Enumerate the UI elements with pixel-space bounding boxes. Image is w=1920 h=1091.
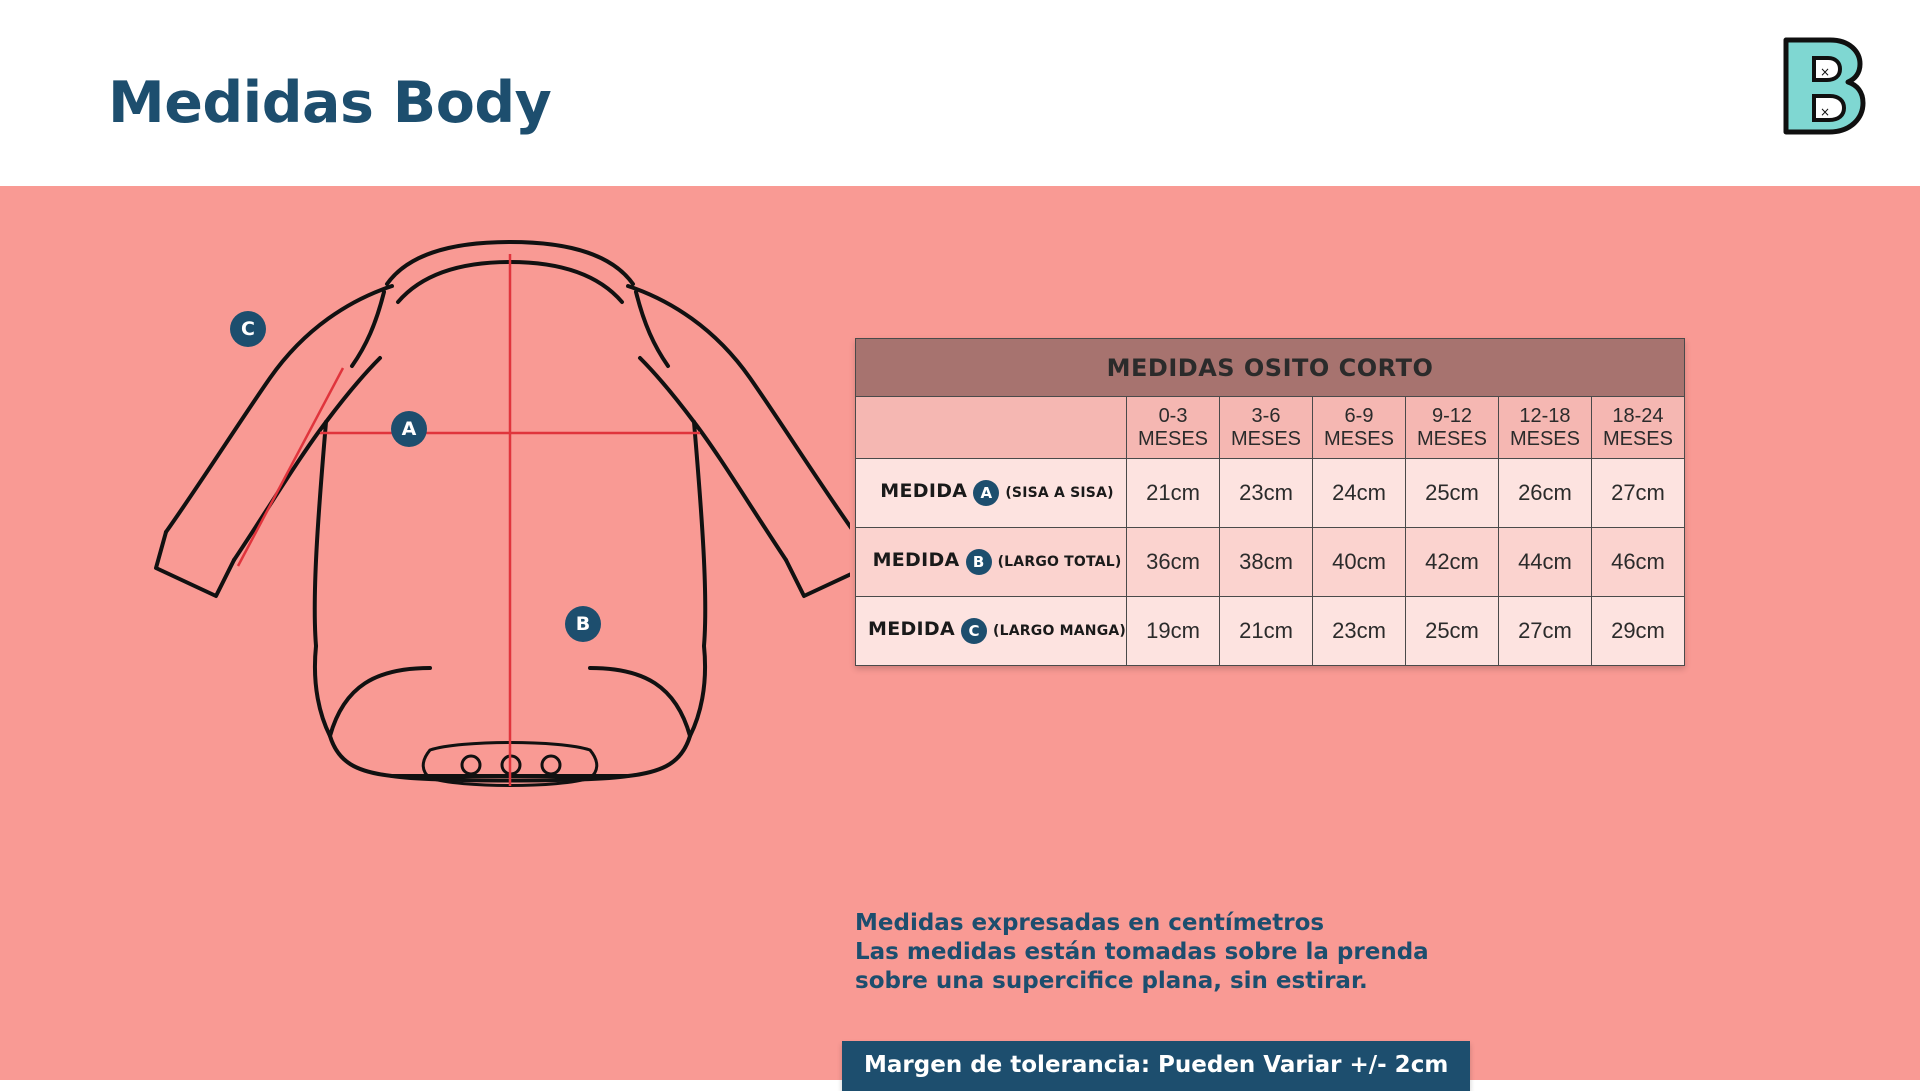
cell-b-18-24: 46cm — [1591, 528, 1684, 597]
column-header-6-9 — [1313, 397, 1406, 459]
cell-c-3-6: 21cm — [1220, 597, 1313, 666]
column-unit: MESES — [1230, 427, 1302, 450]
note-line-1: Medidas expresadas en centímetros — [855, 910, 1325, 936]
column-range: 9-12 — [1431, 404, 1472, 427]
page-title: Medidas Body — [108, 70, 552, 136]
cell-c-0-3: 19cm — [1127, 597, 1220, 666]
table-row — [856, 528, 1685, 597]
cell-c-12-18: 27cm — [1498, 597, 1591, 666]
cell-b-9-12: 42cm — [1405, 528, 1498, 597]
column-unit: MESES — [1509, 427, 1580, 450]
row-label-text: MEDIDA — [872, 549, 960, 572]
measurement-notes — [855, 909, 1555, 995]
column-range: 6-9 — [1344, 404, 1374, 427]
brand-logo-icon — [1776, 32, 1872, 142]
size-table-header-row — [856, 397, 1685, 459]
cell-a-0-3: 21cm — [1127, 459, 1220, 528]
column-header-18-24 — [1591, 397, 1684, 459]
column-header-9-12 — [1405, 397, 1498, 459]
row-label-text: MEDIDA — [868, 618, 956, 641]
cell-c-9-12: 25cm — [1405, 597, 1498, 666]
svg-text:×: × — [1820, 105, 1831, 119]
size-table-container — [855, 338, 1685, 666]
marker-c: C — [230, 311, 266, 347]
column-range: 0-3 — [1158, 404, 1188, 427]
column-header-3-6 — [1220, 397, 1313, 459]
cell-b-12-18: 44cm — [1498, 528, 1591, 597]
content-canvas — [0, 186, 1920, 1080]
cell-c-18-24: 29cm — [1591, 597, 1684, 666]
row-label-c — [856, 597, 1127, 666]
column-unit: MESES — [1602, 427, 1673, 450]
size-table-corner-cell — [856, 397, 1127, 459]
baby-bodysuit-diagram — [130, 216, 850, 836]
page-header — [0, 0, 1920, 186]
cell-a-6-9: 24cm — [1313, 459, 1406, 528]
column-unit: MESES — [1323, 427, 1394, 450]
cell-a-18-24: 27cm — [1591, 459, 1684, 528]
marker-b: B — [565, 606, 601, 642]
row-sublabel: (LARGO TOTAL) — [997, 554, 1122, 571]
column-header-0-3 — [1127, 397, 1220, 459]
row-badge-b: B — [966, 549, 992, 575]
cell-b-6-9: 40cm — [1313, 528, 1406, 597]
row-badge-a: A — [973, 480, 999, 506]
cell-a-3-6: 23cm — [1220, 459, 1313, 528]
column-unit: MESES — [1416, 427, 1487, 450]
row-label-a — [856, 459, 1127, 528]
size-table-title: MEDIDAS OSITO CORTO — [856, 339, 1685, 397]
note-line-2: Las medidas están tomadas sobre la prenda — [855, 938, 1429, 965]
svg-text:×: × — [1820, 65, 1831, 79]
marker-a: A — [391, 411, 427, 447]
tolerance-banner: Margen de tolerancia: Pueden Variar +/- 2cm — [842, 1041, 1470, 1091]
row-sublabel: (SISA A SISA) — [1005, 485, 1114, 502]
column-range: 12-18 — [1519, 404, 1571, 427]
row-label-text: MEDIDA — [880, 480, 968, 503]
column-unit: MESES — [1138, 427, 1209, 450]
cell-c-6-9: 23cm — [1313, 597, 1406, 666]
column-range: 3-6 — [1251, 404, 1281, 427]
table-row — [856, 597, 1685, 666]
cell-a-9-12: 25cm — [1405, 459, 1498, 528]
row-label-b — [856, 528, 1127, 597]
cell-b-3-6: 38cm — [1220, 528, 1313, 597]
table-row — [856, 459, 1685, 528]
column-range: 18-24 — [1612, 404, 1664, 427]
note-line-3: sobre una supercifice plana, sin estirar. — [855, 967, 1368, 994]
row-badge-c: C — [961, 618, 987, 644]
cell-a-12-18: 26cm — [1498, 459, 1591, 528]
size-table — [855, 338, 1685, 666]
column-header-12-18 — [1498, 397, 1591, 459]
row-sublabel: (LARGO MANGA) — [993, 623, 1127, 640]
cell-b-0-3: 36cm — [1127, 528, 1220, 597]
